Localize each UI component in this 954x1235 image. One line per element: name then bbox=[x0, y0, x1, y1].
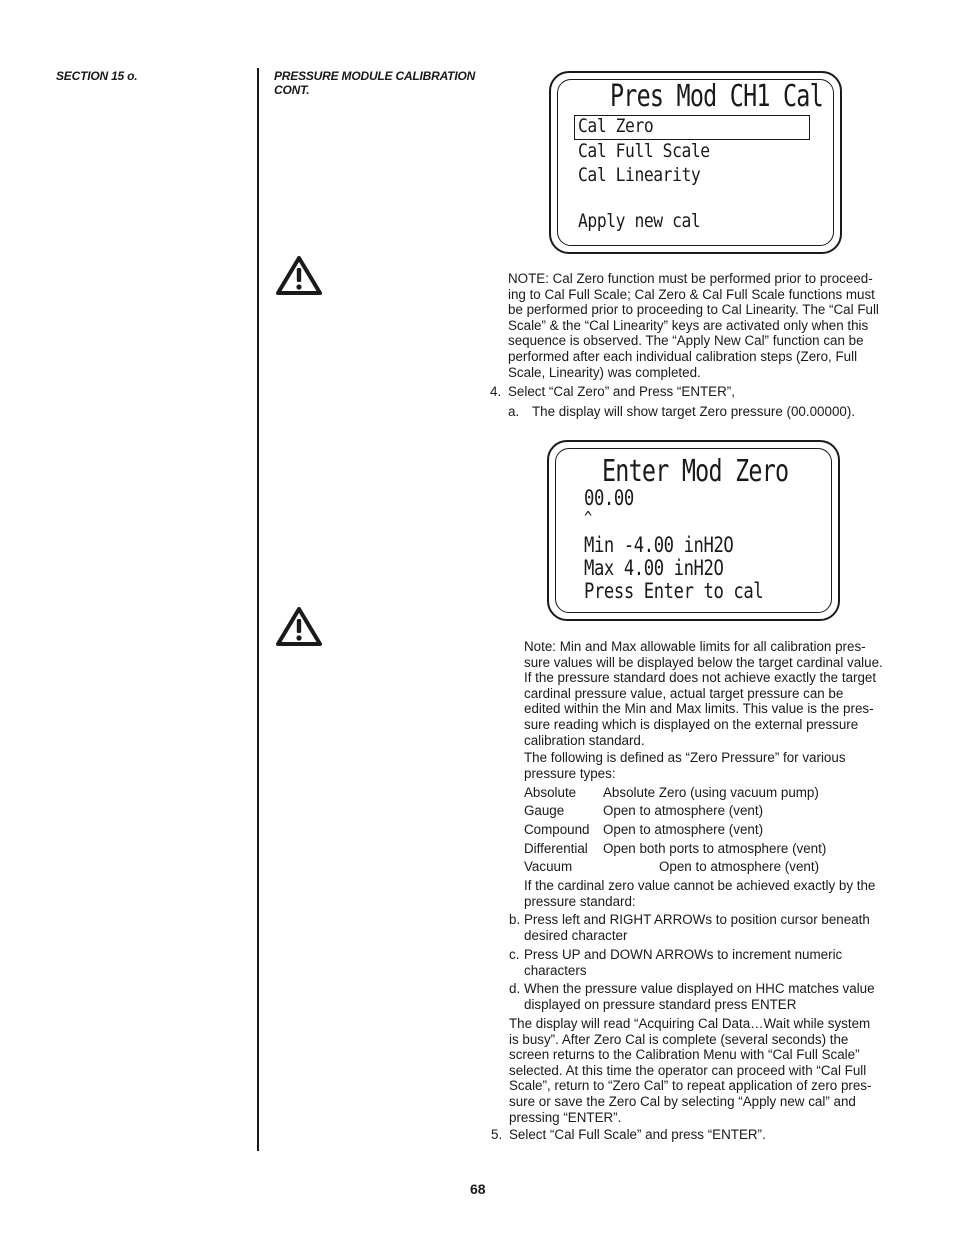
zero-pressure-intro-line: pressure types: bbox=[524, 765, 616, 781]
pressure-desc-differential: Open both ports to atmosphere (vent) bbox=[603, 841, 827, 856]
lcd-title: Pres Mod CH1 Cal bbox=[610, 79, 823, 114]
note2-line: Note: Min and Max allowable limits for all calibration pres- bbox=[524, 639, 866, 654]
lcd-title: Enter Mod Zero bbox=[602, 454, 789, 489]
note2-line: cardinal pressure value, actual target pressure can be bbox=[524, 685, 844, 701]
note2-line: edited within the Min and Max limits. This value is the pres- bbox=[524, 701, 874, 717]
lcd-zero-value: 00.00 bbox=[584, 486, 634, 510]
substep-c-text bbox=[524, 947, 842, 978]
cardinal-line: pressure standard: bbox=[524, 893, 636, 909]
step-4-number: 4. bbox=[490, 384, 502, 399]
warning-triangle-icon bbox=[276, 255, 322, 295]
pressure-type-absolute: Absolute bbox=[524, 785, 577, 800]
pressure-type-gauge: Gauge bbox=[524, 803, 565, 818]
step-5-number: 5. bbox=[491, 1127, 503, 1142]
note2-line: sure values will be displayed below the target cardinal value. bbox=[524, 654, 883, 670]
section-title-line2: CONT. bbox=[274, 83, 310, 97]
substep-line: displayed on pressure standard press ENTER bbox=[524, 996, 797, 1012]
substep-line: Press left and RIGHT ARROWs to position cursor beneath bbox=[524, 912, 870, 927]
note-min-max-limits bbox=[524, 639, 883, 781]
substep-d-label: d. bbox=[509, 981, 521, 996]
section-title-line1: PRESSURE MODULE CALIBRATION bbox=[274, 69, 476, 83]
note1-line: be performed prior to proceeding to Cal Linearity. The “Cal Full bbox=[508, 302, 879, 318]
pressure-desc-gauge: Open to atmosphere (vent) bbox=[603, 803, 764, 818]
acquire-line: The display will read “Acquiring Cal Data…Wait while system bbox=[509, 1016, 871, 1031]
lcd-item-cal-linearity: Cal Linearity bbox=[578, 164, 701, 186]
step-4a-label: a. bbox=[508, 404, 520, 419]
acquire-line: sure or save the Zero Cal by selecting “Apply new cal” and bbox=[509, 1093, 856, 1109]
section-title bbox=[274, 69, 475, 97]
lcd-prompt: Press Enter to cal bbox=[584, 579, 764, 603]
substep-c-label: c. bbox=[509, 947, 520, 962]
note1-line: Scale” & the “Cal Linearity” keys are activated only when this bbox=[508, 317, 869, 333]
cardinal-zero-note bbox=[524, 878, 875, 909]
step-5-text: Select “Cal Full Scale” and press “ENTER”. bbox=[509, 1127, 766, 1142]
step-4-text: Select “Cal Zero” and Press “ENTER”, bbox=[508, 384, 735, 399]
lcd-item-apply-new-cal: Apply new cal bbox=[578, 210, 701, 232]
acquire-line: screen returns to the Calibration Menu with “Cal Full Scale” bbox=[509, 1047, 860, 1063]
pressure-desc-vacuum: Open to atmosphere (vent) bbox=[659, 859, 820, 874]
lcd-max-limit: Max 4.00 inH2O bbox=[584, 556, 724, 580]
note2-line: calibration standard. bbox=[524, 732, 645, 748]
warning-triangle-icon bbox=[276, 606, 322, 646]
column-divider bbox=[257, 68, 259, 1151]
note2-line: sure reading which is displayed on the external pressure bbox=[524, 716, 859, 732]
pressure-desc-absolute: Absolute Zero (using vacuum pump) bbox=[603, 785, 819, 800]
pressure-type-vacuum: Vacuum bbox=[524, 859, 573, 874]
note2-line: If the pressure standard does not achieve exactly the target bbox=[524, 670, 877, 686]
substep-b-label: b. bbox=[509, 912, 521, 927]
lcd-screen-calibration-menu bbox=[549, 71, 842, 254]
note-cal-sequence bbox=[508, 271, 879, 380]
step-4a-text: The display will show target Zero pressure (00.00000). bbox=[532, 404, 856, 419]
substep-b-text bbox=[524, 912, 870, 943]
pressure-type-differential: Differential bbox=[524, 841, 588, 856]
lcd-min-limit: Min -4.00 inH2O bbox=[584, 533, 734, 557]
note1-line: sequence is observed. The “Apply New Cal” function can be bbox=[508, 333, 864, 349]
lcd-item-cal-zero: Cal Zero bbox=[578, 115, 654, 137]
acquiring-cal-data-paragraph bbox=[509, 1016, 871, 1125]
note1-line: ing to Cal Full Scale; Cal Zero & Cal Full Scale functions must bbox=[508, 286, 875, 302]
note1-line: NOTE: Cal Zero function must be performed prior to proceed- bbox=[508, 271, 873, 286]
lcd-screen-enter-mod-zero bbox=[547, 440, 840, 621]
note1-line: performed after each individual calibration steps (Zero, Full bbox=[508, 348, 858, 364]
substep-line: desired character bbox=[524, 927, 628, 943]
substep-line: characters bbox=[524, 962, 587, 978]
acquire-line: is busy”. After Zero Cal is complete (several seconds) the bbox=[509, 1031, 849, 1047]
page-number: 68 bbox=[470, 1181, 486, 1197]
lcd-item-cal-full-scale: Cal Full Scale bbox=[578, 140, 710, 162]
pressure-desc-compound: Open to atmosphere (vent) bbox=[603, 822, 764, 837]
acquire-line: selected. At this time the operator can proceed with “Cal Full bbox=[509, 1062, 867, 1078]
pressure-type-compound: Compound bbox=[524, 822, 590, 837]
acquire-line: Scale”, return to “Zero Cal” to repeat application of zero pres- bbox=[509, 1078, 872, 1094]
substep-line: When the pressure value displayed on HHC matches value bbox=[524, 981, 875, 996]
zero-pressure-intro-line: The following is defined as “Zero Pressure” for various bbox=[524, 750, 846, 766]
note1-line: Scale, Linearity) was completed. bbox=[508, 364, 701, 380]
lcd-cursor-caret: ^ bbox=[584, 508, 592, 527]
substep-line: Press UP and DOWN ARROWs to increment numeric bbox=[524, 947, 843, 962]
section-label: SECTION 15 o. bbox=[56, 69, 138, 83]
substep-d-text bbox=[524, 981, 875, 1012]
cardinal-line: If the cardinal zero value cannot be achieved exactly by the bbox=[524, 878, 876, 893]
acquire-line: pressing “ENTER”. bbox=[509, 1109, 622, 1125]
